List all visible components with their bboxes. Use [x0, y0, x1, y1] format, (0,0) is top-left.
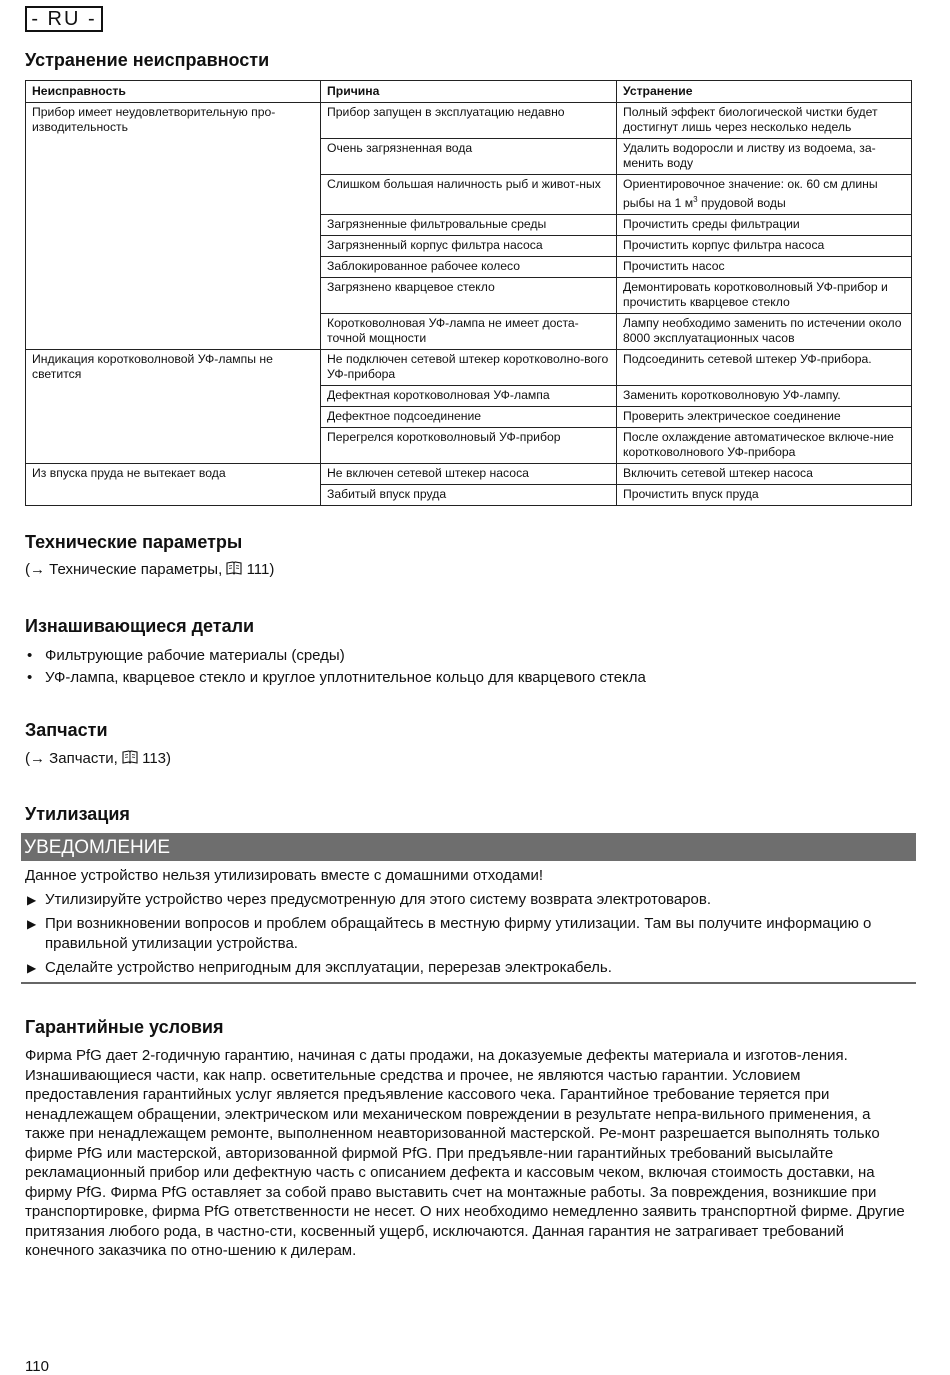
- cause-cell: Заблокированное рабочее колесо: [321, 257, 617, 278]
- table-header-row: [26, 81, 912, 103]
- notice-banner: УВЕДОМЛЕНИЕ: [21, 833, 916, 861]
- notice-intro: Данное устройство нельзя утилизировать вместе с домашними отходами!: [25, 867, 544, 884]
- triangle-right-icon: ▶: [27, 893, 37, 907]
- header-cause: Причина: [321, 81, 617, 103]
- superscript: 3: [693, 195, 698, 204]
- cause-cell: Дефектная коротковолновая УФ-лампа: [321, 386, 617, 407]
- remedy-cell: [617, 175, 912, 215]
- section-divider: [21, 982, 916, 984]
- table-row: [26, 350, 912, 386]
- reference-text: (→ Технические параметры,: [25, 561, 227, 578]
- wear-parts-title: Изнашивающиеся детали: [25, 616, 255, 636]
- remedy-cell: Лампу необходимо заменить по истечении около 8000 эксплуатационных часов: [617, 314, 912, 350]
- remedy-cell: Подсоединить сетевой штекер УФ-прибора.: [617, 350, 912, 386]
- remedy-text-end: прудовой воды: [697, 196, 786, 211]
- list-item: [25, 890, 913, 910]
- cause-cell: Прибор запущен в эксплуатацию недавно: [321, 103, 617, 139]
- troubleshooting-table: [25, 80, 912, 506]
- reference-page: 111): [242, 561, 275, 578]
- page-number: 110: [25, 1358, 49, 1375]
- book-icon: [122, 750, 138, 764]
- warranty-text: Фирма PfG дает 2-годичную гарантию, начиная с даты продажи, на доказуемые дефекты материала и изготов-ления. Изнашивающиеся части, как напр. осветительные средства и прочее, не являются частью гарантии. Условием предоставления гарантийных услуг является предъявление кассового чека. Гарантийное требование теряется при ненадлежащем обращении, электрическом или механическом повреждении в результате непра-вильного применения, а также при ненадлежащем ремонте, выполненном неавторизованной мастерской. Ре-монт разрешается выполнять только фирме PfG или мастерской, авторизованной фирмой PfG. При предъявле-нии гарантийных требований высылайте рекламационный прибор или дефектную часть с описанием дефекта и кассовым чеком, включая стоимость доставки, на фирму PfG. Фирма PfG оставляет за собой право выставить счет на монтажные работы. За повреждения, возникшие при транспортировке, фирма PfG ответственности не несет. О них необходимо немедленно заявить транспортной фирме. Другие притязания любого рода, в частно-сти, косвенный ущерб, исключаются. Данная гарантия не затрагивает требований конечного заказчика по отно-шению к дилерам.: [25, 1047, 905, 1259]
- header-remedy: Устранение: [617, 81, 912, 103]
- cause-cell: Загрязнено кварцевое стекло: [321, 278, 617, 314]
- triangle-right-icon: ▶: [27, 917, 37, 931]
- warranty-title: Гарантийные условия: [25, 1017, 224, 1037]
- triangle-right-icon: ▶: [27, 961, 37, 975]
- step-text: При возникновении вопросов и проблем обращайтесь в местную фирму утилизации. Там вы получите информацию о правильной утилизации устройства.: [45, 915, 872, 952]
- remedy-text: Ориентировочное значение: ок. 60 см длины рыбы на 1 м: [623, 177, 878, 211]
- cause-cell: Не подключен сетевой штекер коротковолно-вого УФ-прибора: [321, 350, 617, 386]
- fault-cell: Прибор имеет неудовлетворительную про-изводительность: [26, 103, 321, 350]
- step-text: Сделайте устройство непригодным для эксплуатации, перерезав электрокабель.: [45, 959, 612, 976]
- list-item: [25, 958, 913, 978]
- disposal-steps: [25, 890, 913, 978]
- remedy-cell: Включить сетевой штекер насоса: [617, 464, 912, 485]
- reference-page: 113): [137, 750, 172, 767]
- header-fault: Неисправность: [26, 81, 321, 103]
- list-item: • Фильтрующие рабочие материалы (среды): [25, 645, 646, 667]
- book-icon: [226, 561, 242, 575]
- fault-cell: Из впуска пруда не вытекает вода: [26, 464, 321, 506]
- remedy-cell: Прочистить впуск пруда: [617, 485, 912, 506]
- remedy-cell: Прочистить среды фильтрации: [617, 215, 912, 236]
- remedy-cell: Удалить водоросли и листву из водоема, за-менить воду: [617, 139, 912, 175]
- fault-cell: Индикация коротковолновой УФ-лампы не светится: [26, 350, 321, 464]
- reference-text: (→ Запчасти,: [25, 750, 122, 767]
- spare-parts-reference[interactable]: [25, 750, 171, 767]
- cause-cell: Слишком большая наличность рыб и живот-ных: [321, 175, 617, 215]
- remedy-cell: После охлаждение автоматическое включе-ние коротковолнового УФ-прибора: [617, 428, 912, 464]
- tech-params-reference[interactable]: [25, 561, 274, 578]
- table-row: [26, 464, 912, 485]
- spare-parts-title: Запчасти: [25, 720, 108, 740]
- step-text: Утилизируйте устройство через предусмотренную для этого систему возврата электротоваров.: [45, 891, 712, 908]
- cause-cell: Забитый впуск пруда: [321, 485, 617, 506]
- list-item: • УФ-лампа, кварцевое стекло и круглое уплотнительное кольцо для кварцевого стекла: [25, 667, 646, 689]
- language-tag: - RU -: [25, 6, 103, 32]
- cause-cell: Перегрелся коротковолновый УФ-прибор: [321, 428, 617, 464]
- remedy-cell: Полный эффект биологической чистки будет достигнут лишь через несколько недель: [617, 103, 912, 139]
- cause-cell: Очень загрязненная вода: [321, 139, 617, 175]
- remedy-cell: Прочистить корпус фильтра насоса: [617, 236, 912, 257]
- disposal-title: Утилизация: [25, 804, 130, 824]
- cause-cell: Загрязненные фильтровальные среды: [321, 215, 617, 236]
- remedy-cell: Демонтировать коротковолновый УФ-прибор и прочистить кварцевое стекло: [617, 278, 912, 314]
- remedy-cell: Проверить электрическое соединение: [617, 407, 912, 428]
- troubleshooting-title: Устранение неисправности: [25, 50, 270, 70]
- table-row: [26, 103, 912, 139]
- tech-params-title: Технические параметры: [25, 532, 243, 552]
- wear-parts-list: [25, 645, 646, 689]
- notice-body: [25, 866, 913, 982]
- remedy-cell: Прочистить насос: [617, 257, 912, 278]
- remedy-cell: Заменить коротковолновую УФ-лампу.: [617, 386, 912, 407]
- cause-cell: Коротковолновая УФ-лампа не имеет доста-точной мощности: [321, 314, 617, 350]
- cause-cell: Не включен сетевой штекер насоса: [321, 464, 617, 485]
- cause-cell: Дефектное подсоединение: [321, 407, 617, 428]
- list-item: [25, 914, 913, 954]
- cause-cell: Загрязненный корпус фильтра насоса: [321, 236, 617, 257]
